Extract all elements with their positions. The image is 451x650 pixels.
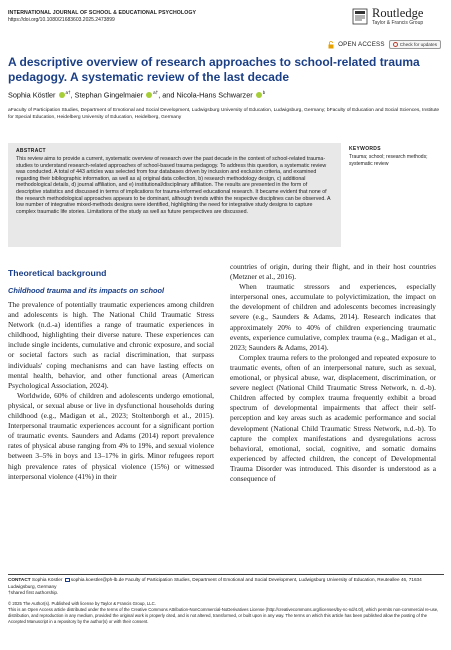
email-icon <box>65 578 70 582</box>
abstract-text: This review aims to provide a current, systematic overview of research over the past decade in the context of school-related trauma-studies to understand research-related approaches of school-based trauma pedagogy. To address this question, a systematic review was conducted. A total of 443 articles was selected from four databases driven by inclusion and exclusion criteria, and examined regarding their bibliographic information, as well as a) original data collection, b) research methodology design, c) additional methodological details, d) journal affiliation, and e) institutional/disciplinary affiliation. The results are presented in the form of descriptive statistics and discussed in terms of implications for trauma-informed educational research. It became evident that none of the research methodological approaches appears to be dominant, although trends within the respective disciplines can be observed. A low number of integrative mixed-methods designs were identified, highlighting the need for integrative study designs to capture complex traumatic life stories. Limitations of the study as well as future perspectives are discussed. <box>16 156 331 215</box>
contact-block <box>8 577 444 597</box>
abstract-heading: ABSTRACT <box>16 148 46 154</box>
journal-header <box>8 10 196 24</box>
check-for-updates-button[interactable] <box>389 40 441 49</box>
crossmark-icon <box>393 42 398 47</box>
abstract-box <box>8 143 341 247</box>
open-access-label: OPEN ACCESS <box>338 41 385 48</box>
orcid-icon[interactable] <box>59 92 65 98</box>
keywords-box <box>349 146 444 167</box>
subsection-heading: Childhood trauma and its impacts on school <box>8 286 165 295</box>
publisher-name: Routledge <box>372 6 424 20</box>
shared-authorship-note: †shared first authorship. <box>8 590 59 595</box>
author-name[interactable]: Nicola-Hans Schwarzer <box>176 90 253 100</box>
journal-name: INTERNATIONAL JOURNAL OF SCHOOL & EDUCATIONAL PSYCHOLOGY <box>8 10 197 16</box>
check-for-updates-label: Check for updates <box>399 42 437 47</box>
keywords-heading: KEYWORDS <box>349 146 381 152</box>
author-separator: , and <box>158 90 175 100</box>
body-paragraph: Complex trauma refers to the prolonged and repeated exposure to traumatic events, often of an interpersonal nature, such as sexual, emotional, or physical abuse, war, displacement, discrimination, or severe neglect (National Child Traumatic Stress Network, n. d.-b). Children affected by complex trauma frequently exhibit a broad spectrum of developmental impairments that affect their self-perception and key areas such as academic performance and social development (National Child Traumatic Stress Network, n.d.-b). To capture the complex manifestations and dysregulations across behavioral, emotional, social, cognitive, and somatic domains experienced by affected children, the concept of Developmental Trauma Disorder was introduced. This disorder is understood as a consequence of <box>230 352 436 483</box>
affiliations: aFaculty of Participation Studies, Department of Emotional and Social Development, Ludwigsburg University of Education, Ludwigsburg, Germany; bFaculty of Education and Social Sciences, Institute for Special Education, Heidelberg University of Education, Heidelberg, Germany <box>8 108 440 120</box>
contact-label: CONTACT <box>8 577 31 582</box>
journal-doi-link[interactable]: https://doi.org/10.1080/21683603.2025.2473899 <box>8 17 115 23</box>
contact-name: Sophia Köstler <box>31 577 63 582</box>
open-access-row <box>328 40 441 49</box>
open-lock-icon <box>328 41 334 49</box>
keywords-text: Trauma; school; research methods; systematic review <box>349 154 428 167</box>
body-column-left <box>8 268 214 482</box>
body-column-right <box>230 262 436 484</box>
body-paragraph: When traumatic stressors and experiences, especially interpersonal ones, accumulate to polyvictimization, the impact on the development of children and adolescents becomes increasingly severe (e.g., Saunders & Adams, 2014). Research indicates that approximately 20% to 40% of children experiencing traumatic events, experience cumulative, complex trauma (e.g., Madigan et al., 2023; Saunders & Adams, 2014). <box>230 282 436 352</box>
book-logo-icon <box>352 8 368 25</box>
publisher-logo <box>352 7 423 26</box>
license-block <box>8 601 444 625</box>
orcid-icon[interactable] <box>146 92 152 98</box>
copyright-line: © 2025 The Author(s). Published with license by Taylor & Francis Group, LLC. <box>8 601 156 606</box>
contact-email-link[interactable]: sophia.koestler@ph-lb.de <box>70 577 124 582</box>
publisher-group: Taylor & Francis Group <box>372 20 424 26</box>
license-text: This is an Open Access article distributed under the terms of the Creative Commons Attribution-NonCommercial-NoDerivatives License (http://creativecommons.org/licenses/by-nc-nd/4.0/), which permits non-commercial re-use, distribution, and reproduction in any medium, provided the original work is properly cited, and is not altered, transformed, or built upon in any way. The terms on which this article has been published allow the posting of the Accepted Manuscript in a repository by the author(s) or with their consent. <box>8 607 439 624</box>
author-name[interactable]: Sophia Köstler <box>8 90 56 100</box>
author-affil-sup: a† <box>65 90 71 95</box>
article-title: A descriptive overview of research approaches to school-related trauma pedagogy. A systematic review of the last decade <box>8 55 420 84</box>
author-separator: , <box>70 90 73 100</box>
author-affil-sup: a† <box>153 90 159 95</box>
section-heading: Theoretical background <box>8 268 107 278</box>
body-paragraph: The prevalence of potentially traumatic experiences among children and adolescents is high. The National Child Traumatic Stress Network (n.d.-a) identifies a range of traumatic experiences in childhood, highlighting their diverse nature. These experiences can include single incidents, cumulative and chronic exposure, and social or societal factors such as racial discrimination, that surpass individuals' coping mechanisms and can have lasting effects on mental health, behavior, and other functional areas (American Psychological Association, 2024). <box>8 300 214 390</box>
author-name[interactable]: Stephan Gingelmaier <box>74 90 144 100</box>
footer-divider <box>8 574 444 575</box>
body-paragraph: Worldwide, 60% of children and adolescents undergo emotional, physical, or sexual abuse or live in dysfunctional households during childhood (e.g., Madigan et al., 2023; Stoltenborgh et al., 2015). Interpersonal traumatic experiences account for a significant portion of traumatic events. Saunders and Adams (2014) report prevalence rates of physical abuse ranging from 4% to 19%, and sexual violence between 3–5% in boys and 13–17% in girls. Minor refugees report high prevalence rates of physical violence (15%) or witnessed interpersonal violence (41%) in their <box>8 390 214 481</box>
author-list <box>8 90 265 99</box>
orcid-icon[interactable] <box>256 92 262 98</box>
contact-address: Faculty of Participation Studies, Department of Emotional and Social Development, Ludwigsburg University of Education, Reuteallee 46, 71634 Ludwigsburg, Germany <box>8 577 422 589</box>
body-paragraph: countries of origin, during their flight, and in their host countries (Metzner et al., 2016). <box>230 262 436 282</box>
author-affil-sup: b <box>262 90 266 95</box>
